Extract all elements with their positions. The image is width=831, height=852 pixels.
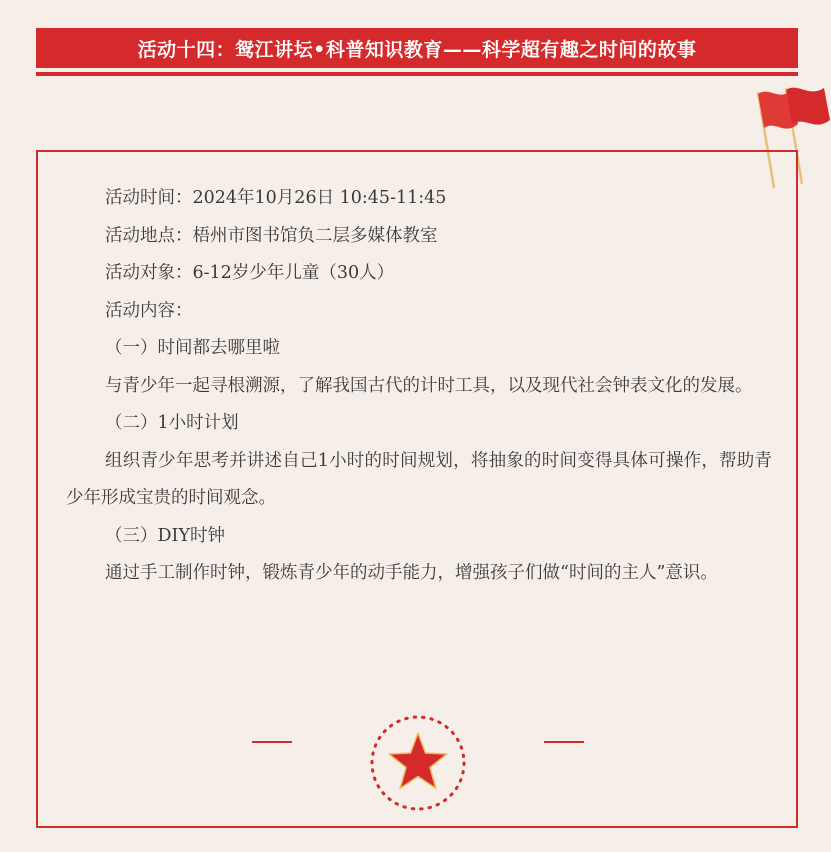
activity-time: 活动时间：2024年10月26日 10:45-11:45 <box>105 188 447 208</box>
activity-location: 活动地点：梧州市图书馆负二层多媒体教室 <box>105 225 438 246</box>
page-title: 活动十四：鸳江讲坛•科普知识教育——科学超有趣之时间的故事 <box>137 38 697 61</box>
star-ornament <box>38 707 796 807</box>
section-3-body: 通过手工制作时钟，锻炼青少年的动手能力，增强孩子们做“时间的主人”意识。 <box>105 563 718 583</box>
content-frame <box>36 150 798 828</box>
section-1-body: 与青少年一起寻根溯源，了解我国古代的计时工具，以及现代社会钟表文化的发展。 <box>105 375 753 396</box>
left-dash <box>252 741 292 743</box>
section-3-heading: （三）DIY时钟 <box>105 525 225 546</box>
red-star-icon <box>363 713 473 813</box>
activity-audience: 活动对象：6-12岁少年儿童（30人） <box>105 263 395 283</box>
activity-details <box>66 180 772 593</box>
section-2-heading: （二）1小时计划 <box>105 413 239 433</box>
activity-content-heading: 活动内容： <box>105 300 193 321</box>
title-underline <box>36 72 798 76</box>
section-1-heading: （一）时间都去哪里啦 <box>105 338 280 358</box>
title-banner <box>36 28 798 68</box>
right-dash <box>544 741 584 743</box>
section-2-body: 组织青少年思考并讲述自己1小时的时间规划，将抽象的时间变得具体可操作，帮助青少年形成宝贵的时间观念。 <box>66 450 772 508</box>
